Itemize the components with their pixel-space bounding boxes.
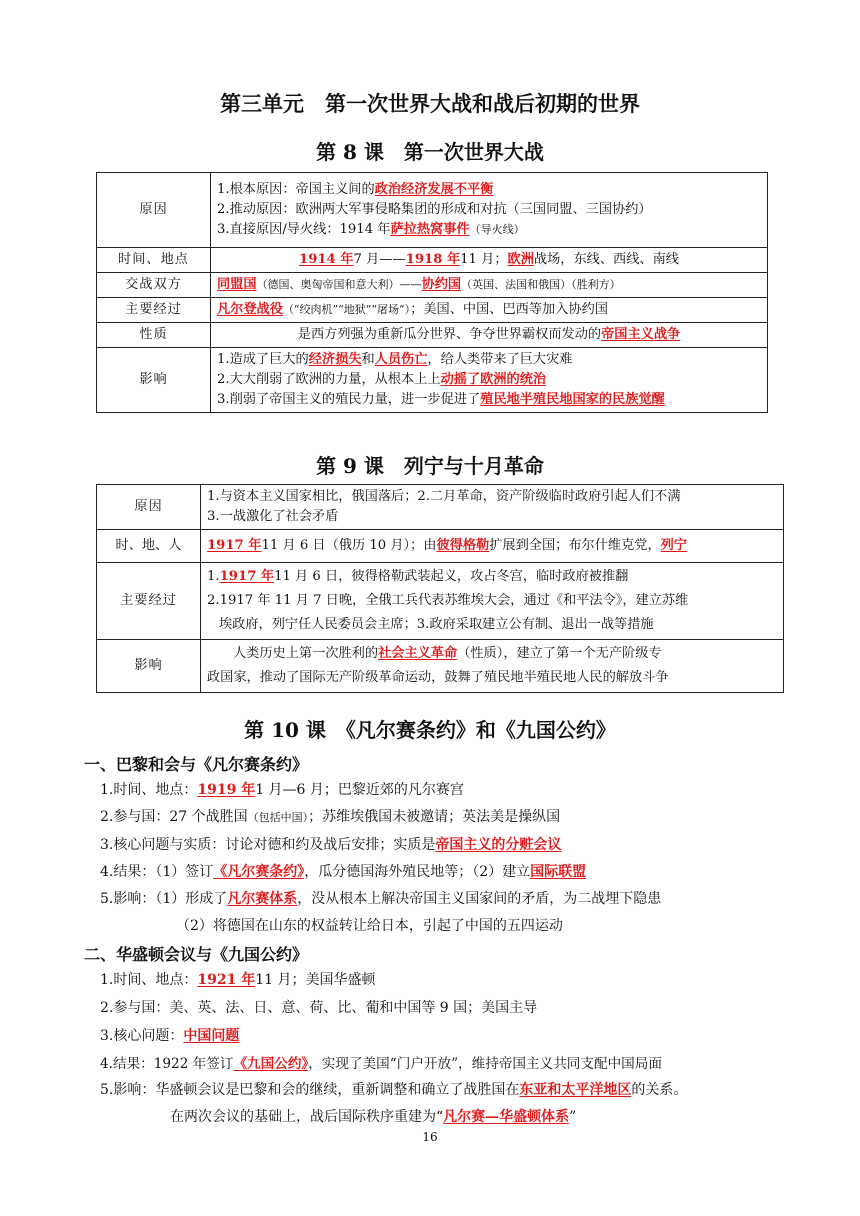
list-item: 2.参与国：美、英、法、日、意、荷、比、葡和中国等 9 国；美国主导 xyxy=(100,1000,538,1016)
row-content: 是西方列强为重新瓜分世界、争夺世界霸权而发动的帝国主义战争 xyxy=(211,323,768,348)
table-row xyxy=(97,348,768,413)
lesson8-title: 第 8 课 第一次世界大战 xyxy=(316,140,544,164)
unit-title: 第三单元 第一次世界大战和战后初期的世界 xyxy=(220,91,640,116)
lesson8-table xyxy=(96,172,768,413)
list-item: 4.结果：1922 年签订《九国公约》，实现了美国“门户开放”，维持帝国主义共同支配中国局面 xyxy=(100,1056,662,1072)
table-row xyxy=(97,248,768,273)
section-heading: 二、华盛顿会议与《九国公约》 xyxy=(84,945,309,964)
list-item: 5.影响：华盛顿会议是巴黎和会的继续，重新调整和确立了战胜国在东亚和太平洋地区的关系。 xyxy=(100,1082,688,1098)
row-content: 1917 年11 月 6 日（俄历 10 月）；由彼得格勒扩展到全国；布尔什维克党，列宁 xyxy=(201,530,784,563)
row-label: 时、地、人 xyxy=(97,530,201,563)
row-content: 1.与资本主义国家相比，俄国落后；2.二月革命，资产阶级临时政府引起人们不满 3.一战激化了社会矛盾 xyxy=(201,485,784,530)
row-content: 同盟国（德国、奥匈帝国和意大利）——协约国（英国、法国和俄国）（胜利方） xyxy=(211,273,768,298)
row-content: 凡尔登战役（“绞肉机”“地狱”“屠场”）；美国、中国、巴西等加入协约国 xyxy=(211,298,768,323)
lesson9-title: 第 9 课 列宁与十月革命 xyxy=(316,454,544,478)
row-label: 原因 xyxy=(97,485,201,530)
lesson10-title: 第 10 课 《凡尔赛条约》和《九国公约》 xyxy=(244,718,616,742)
row-content: 人类历史上第一次胜利的社会主义革命（性质），建立了第一个无产阶级专 政国家，推动了国际无产阶级革命运动，鼓舞了殖民地半殖民地人民的解放斗争 xyxy=(201,640,784,693)
table-row xyxy=(97,298,768,323)
row-label: 影响 xyxy=(97,640,201,693)
list-item: 1.时间、地点：1919 年1 月—6 月；巴黎近郊的凡尔赛宫 xyxy=(100,782,464,798)
row-label: 性质 xyxy=(97,323,211,348)
row-content: 1.根本原因：帝国主义间的政治经济发展不平衡 2.推动原因：欧洲两大军事侵略集团的形成和对抗（三国同盟、三国协约） 3.直接原因/导火线：1914 年萨拉热窝事件（导火线） xyxy=(211,173,768,248)
row-label: 交战双方 xyxy=(97,273,211,298)
row-content: 1.造成了巨大的经济损失和人员伤亡，给人类带来了巨大灾难 2.大大削弱了欧洲的力量，从根本上上动摇了欧洲的统治 3.削弱了帝国主义的殖民力量，进一步促进了殖民地半殖民地国家的民族觉醒 xyxy=(211,348,768,413)
row-label: 原因 xyxy=(97,173,211,248)
row-content: 1914 年7 月——1918 年11 月；欧洲战场，东线、西线、南线 xyxy=(211,248,768,273)
table-row xyxy=(97,640,784,693)
section-heading: 一、巴黎和会与《凡尔赛条约》 xyxy=(84,755,309,774)
page-number: 16 xyxy=(422,1130,438,1144)
table-row xyxy=(97,173,768,248)
lesson9-table xyxy=(96,484,784,693)
table-row xyxy=(97,323,768,348)
list-item: 3.核心问题与实质：讨论对德和约及战后安排；实质是帝国主义的分赃会议 xyxy=(100,837,562,853)
list-item: 5.影响：（1）形成了凡尔赛体系，没从根本上解决帝国主义国家间的矛盾，为二战埋下隐患 xyxy=(100,891,662,907)
list-item: 3.核心问题：中国问题 xyxy=(100,1028,240,1044)
list-item: 4.结果：（1）签订《凡尔赛条约》，瓜分德国海外殖民地等；（2）建立国际联盟 xyxy=(100,864,587,880)
table-row xyxy=(97,273,768,298)
table-row xyxy=(97,563,784,640)
list-item: 1.时间、地点：1921 年11 月；美国华盛顿 xyxy=(100,972,376,988)
row-label: 主要经过 xyxy=(97,298,211,323)
row-label: 主要经过 xyxy=(97,563,201,640)
table-row xyxy=(97,530,784,563)
list-item: 2.参与国：27 个战胜国（包括中国）；苏维埃俄国未被邀请；英法美是操纵国 xyxy=(100,809,561,825)
list-item: 在两次会议的基础上，战后国际秩序重建为“凡尔赛—华盛顿体系” xyxy=(170,1109,577,1125)
row-label: 影响 xyxy=(97,348,211,413)
row-content: 1.1917 年11 月 6 日，彼得格勒武装起义，攻占冬宫，临时政府被推翻 2.1917 年 11 月 7 日晚，全俄工兵代表苏维埃大会，通过《和平法令》，建立苏维 埃政府，列宁任人民委员会主席；3.政府采取建立公有制、退出一战等措施 xyxy=(201,563,784,640)
list-item: （2）将德国在山东的权益转让给日本，引起了中国的五四运动 xyxy=(176,918,563,934)
table-row xyxy=(97,485,784,530)
row-label: 时间、地点 xyxy=(97,248,211,273)
